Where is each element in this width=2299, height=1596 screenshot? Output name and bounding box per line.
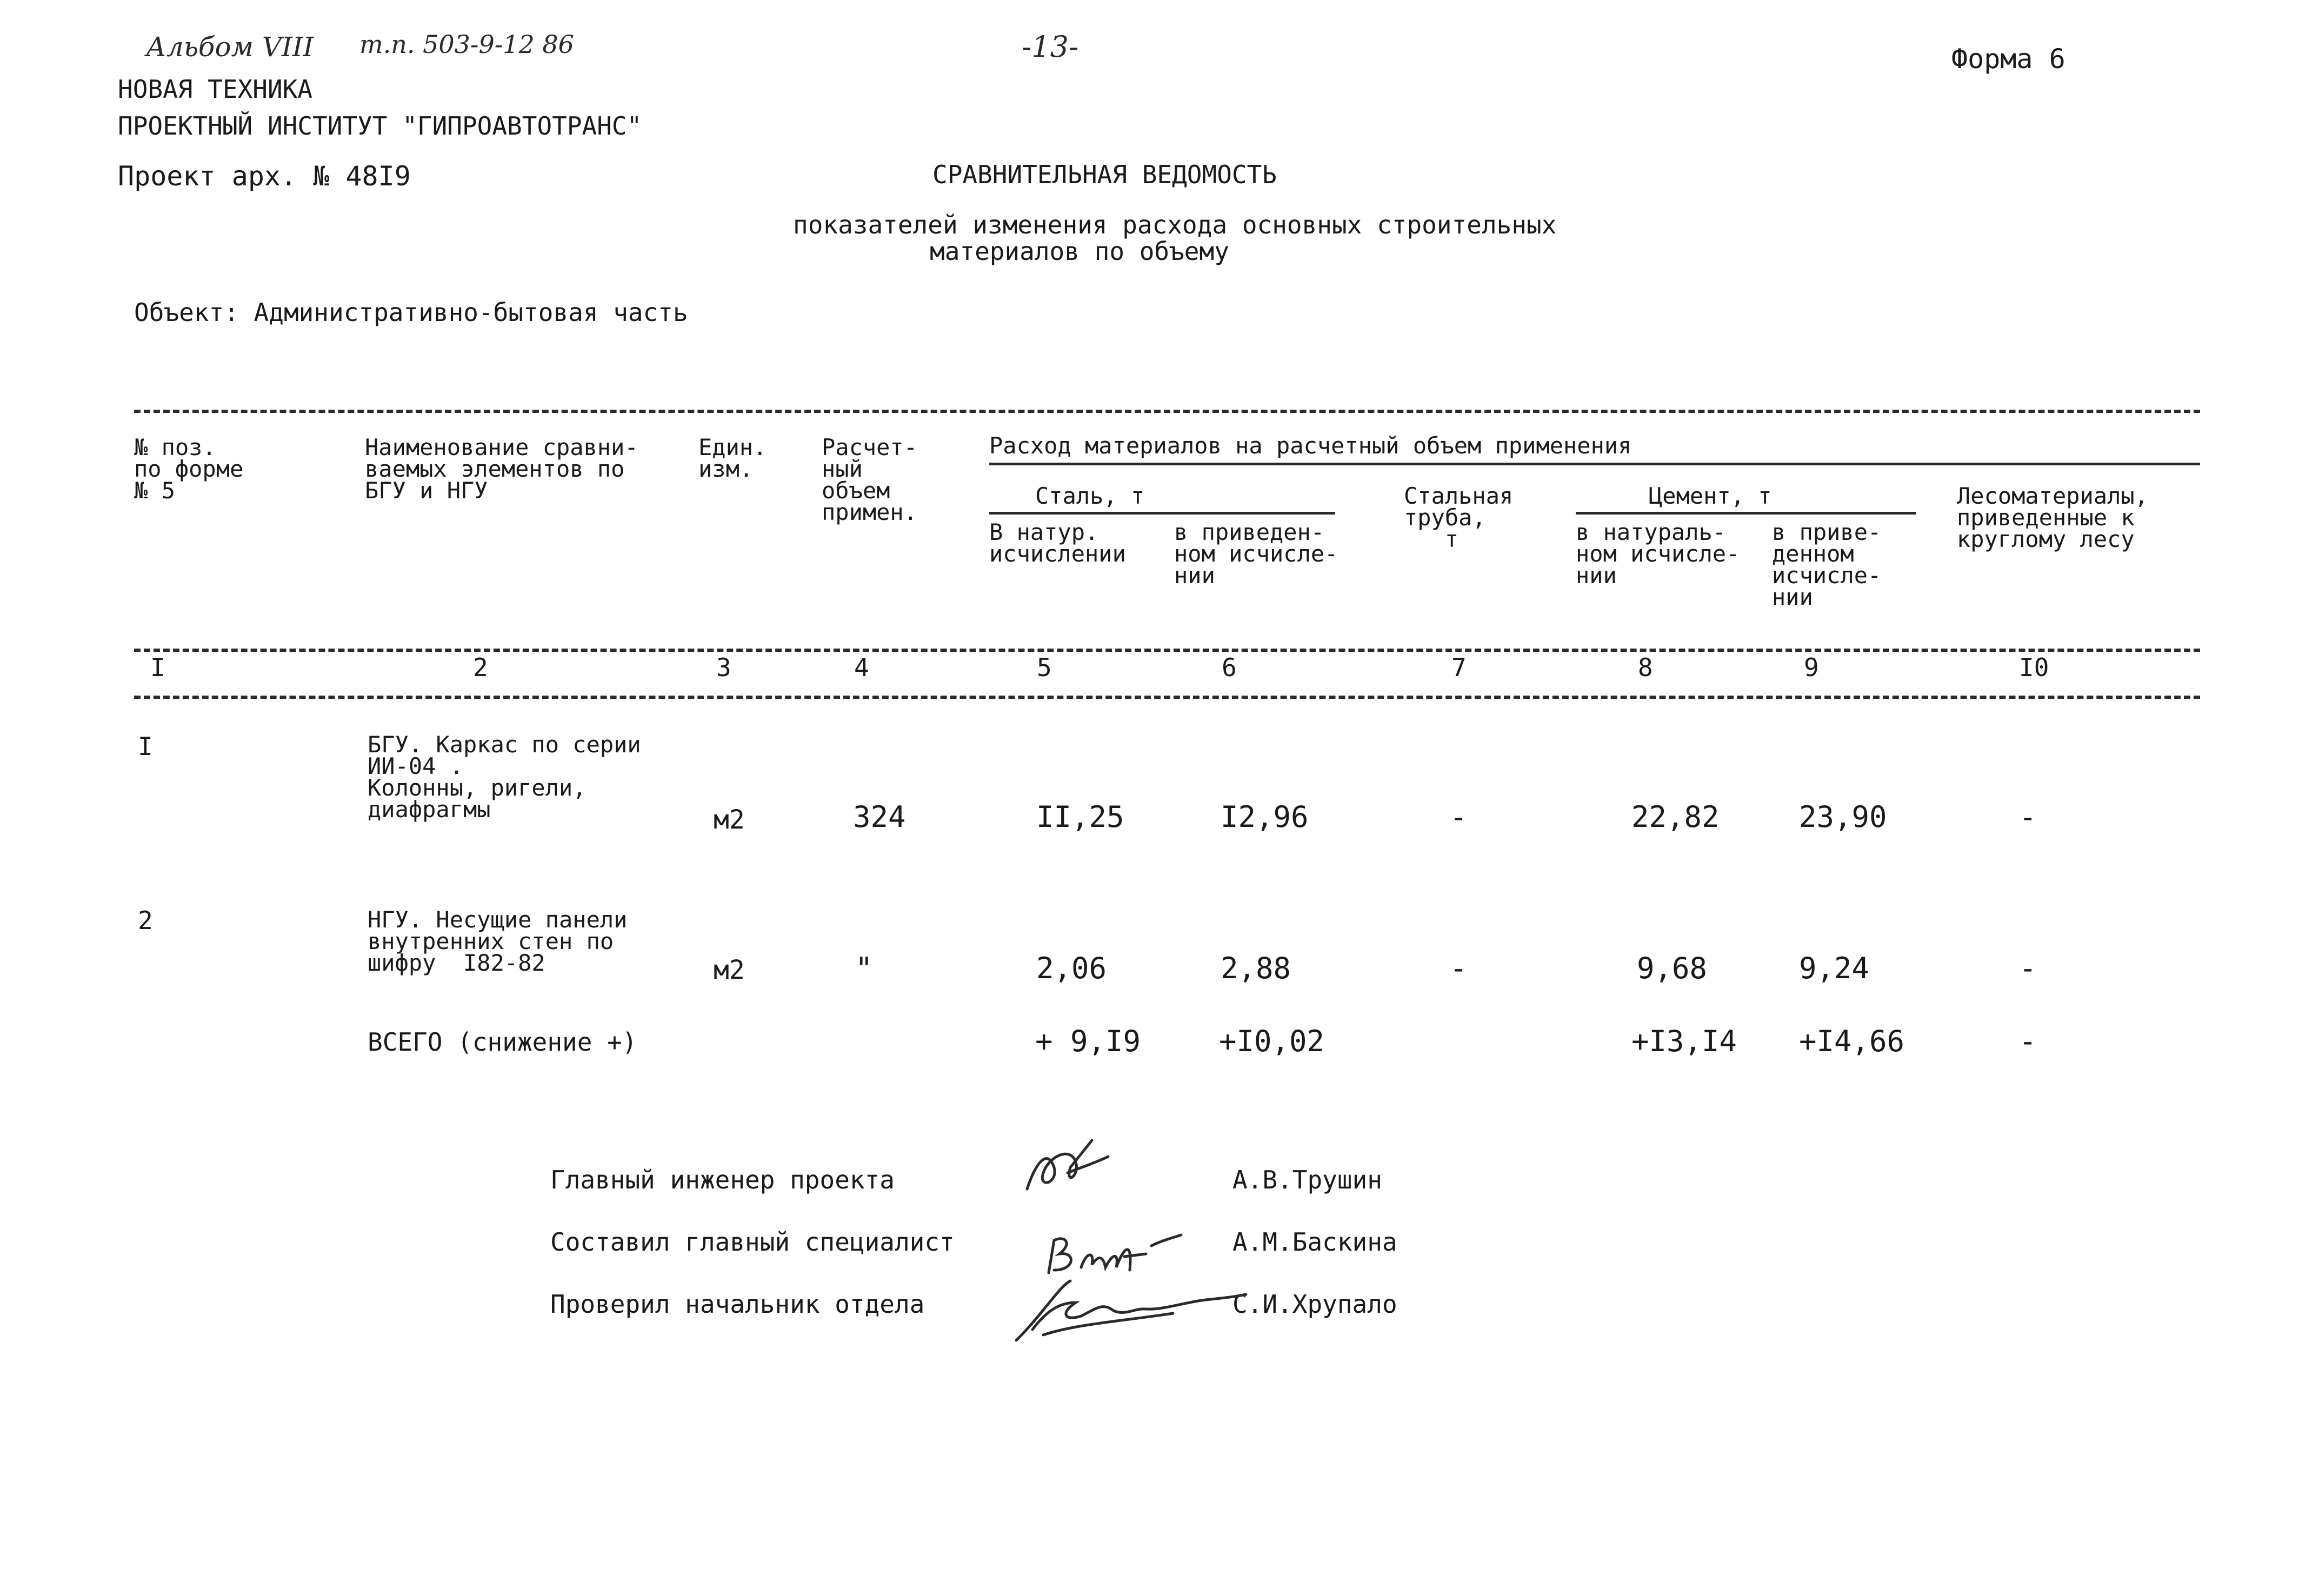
total-cement-reduced: +I4,66 xyxy=(1799,1024,1905,1058)
table-top-border xyxy=(134,410,2200,413)
row-2-steel-reduced: 2,88 xyxy=(1221,951,1291,985)
header-cement-natural: в натураль- ном исчисле- нии xyxy=(1576,519,1740,589)
header-unit: Един. изм. xyxy=(698,434,767,482)
total-steel-natural: + 9,I9 xyxy=(1035,1024,1141,1058)
row-2-pos: 2 xyxy=(138,906,153,935)
album-note: Альбом VIII xyxy=(146,31,314,63)
column-number: 4 xyxy=(854,653,869,682)
signature-role-chief-engineer: Главный инженер проекта xyxy=(550,1165,895,1194)
row-2-steel-natural: 2,06 xyxy=(1036,951,1107,985)
group-header-rule xyxy=(989,463,2200,465)
handwritten-signature-department-head xyxy=(1011,1270,1249,1351)
row-1-volume: 324 xyxy=(853,800,906,834)
header-cement: Цемент, т xyxy=(1649,483,1772,509)
header-name: Наименование сравни- ваемых элементов по БГУ и НГУ xyxy=(365,434,638,504)
org-line-1: НОВАЯ ТЕХНИКА xyxy=(118,75,313,104)
column-number: 3 xyxy=(716,653,731,682)
signature-role-specialist: Составил главный специалист xyxy=(550,1227,955,1257)
steel-header-rule xyxy=(989,512,1335,515)
row-1-cement-natural: 22,82 xyxy=(1631,800,1720,834)
page-number: -13- xyxy=(1022,30,1079,64)
row-1-steel-natural: II,25 xyxy=(1036,800,1124,834)
row-1-timber: - xyxy=(2019,800,2037,834)
column-number: 2 xyxy=(473,653,488,682)
total-label: ВСЕГО (снижение +) xyxy=(368,1027,637,1057)
handwritten-signature-chief-engineer xyxy=(1016,1135,1114,1205)
signature-name-specialist: А.М.Баскина xyxy=(1232,1227,1397,1257)
header-steel: Сталь, т xyxy=(1035,483,1145,509)
row-2-pipe: - xyxy=(1450,951,1468,985)
total-cement-natural: +I3,I4 xyxy=(1631,1024,1737,1058)
column-number: I0 xyxy=(2019,653,2049,682)
total-timber: - xyxy=(2019,1024,2037,1058)
row-2-volume: " xyxy=(855,951,873,985)
row-2-timber: - xyxy=(2019,951,2037,985)
document-subtitle-2: материалов по объему xyxy=(930,237,1229,266)
form-label: Форма 6 xyxy=(1951,43,2065,75)
row-1-pipe: - xyxy=(1450,800,1468,834)
cement-header-rule xyxy=(1576,512,1916,515)
signature-name-department-head: С.И.Хрупало xyxy=(1232,1290,1397,1319)
row-1-pos: I xyxy=(138,732,153,761)
row-2-unit: м2 xyxy=(714,955,745,985)
row-2-cement-reduced: 9,24 xyxy=(1799,951,1870,985)
row-2-name: НГУ. Несущие панели внутренних стен по шифру I82-82 xyxy=(368,906,628,976)
header-steel-reduced: в приведен- ном исчисле- нии xyxy=(1174,519,1338,589)
header-volume: Расчет- ный объем примен. xyxy=(822,434,918,525)
org-line-2: ПРОЕКТНЫЙ ИНСТИТУТ "ГИПРОАВТОТРАНС" xyxy=(118,111,642,141)
project-code: т.п. 503-9-12 86 xyxy=(359,30,574,59)
signature-role-department-head: Проверил начальник отдела xyxy=(550,1290,925,1319)
project-arch: Проект арх. № 48I9 xyxy=(118,161,411,192)
header-cement-reduced: в приве- денном исчисле- нии xyxy=(1772,519,1882,610)
row-1-name: БГУ. Каркас по серии ИИ-04 . Колонны, ригели, диафрагмы xyxy=(368,731,641,823)
total-steel-reduced: +I0,02 xyxy=(1219,1024,1325,1058)
document-subtitle-1: показателей изменения расхода основных строительных xyxy=(793,210,1557,239)
column-number: 6 xyxy=(1222,653,1237,682)
object-label: Объект: Административно-бытовая часть xyxy=(134,298,688,327)
column-number: 5 xyxy=(1037,653,1052,682)
signature-name-chief-engineer: А.В.Трушин xyxy=(1232,1165,1382,1194)
header-pos: № поз. по форме № 5 xyxy=(134,434,244,504)
header-timber: Лесоматериалы, приведенные к круглому лесу xyxy=(1957,483,2149,552)
header-bottom-border xyxy=(134,649,2200,652)
document-title: СРАВНИТЕЛЬНАЯ ВЕДОМОСТЬ xyxy=(932,160,1277,189)
row-1-unit: м2 xyxy=(714,805,745,835)
column-number: 7 xyxy=(1451,653,1467,682)
column-number-border xyxy=(134,696,2200,699)
column-number: 8 xyxy=(1638,653,1653,682)
row-2-cement-natural: 9,68 xyxy=(1637,951,1708,985)
column-number: I xyxy=(150,653,165,682)
row-1-cement-reduced: 23,90 xyxy=(1799,800,1887,834)
header-group: Расход материалов на расчетный объем применения xyxy=(989,432,1632,459)
header-steel-natural: В натур. исчислении xyxy=(989,519,1126,567)
header-steel-pipe: Стальная труба, т xyxy=(1404,483,1514,552)
column-number: 9 xyxy=(1804,653,1819,682)
row-1-steel-reduced: I2,96 xyxy=(1221,800,1309,834)
